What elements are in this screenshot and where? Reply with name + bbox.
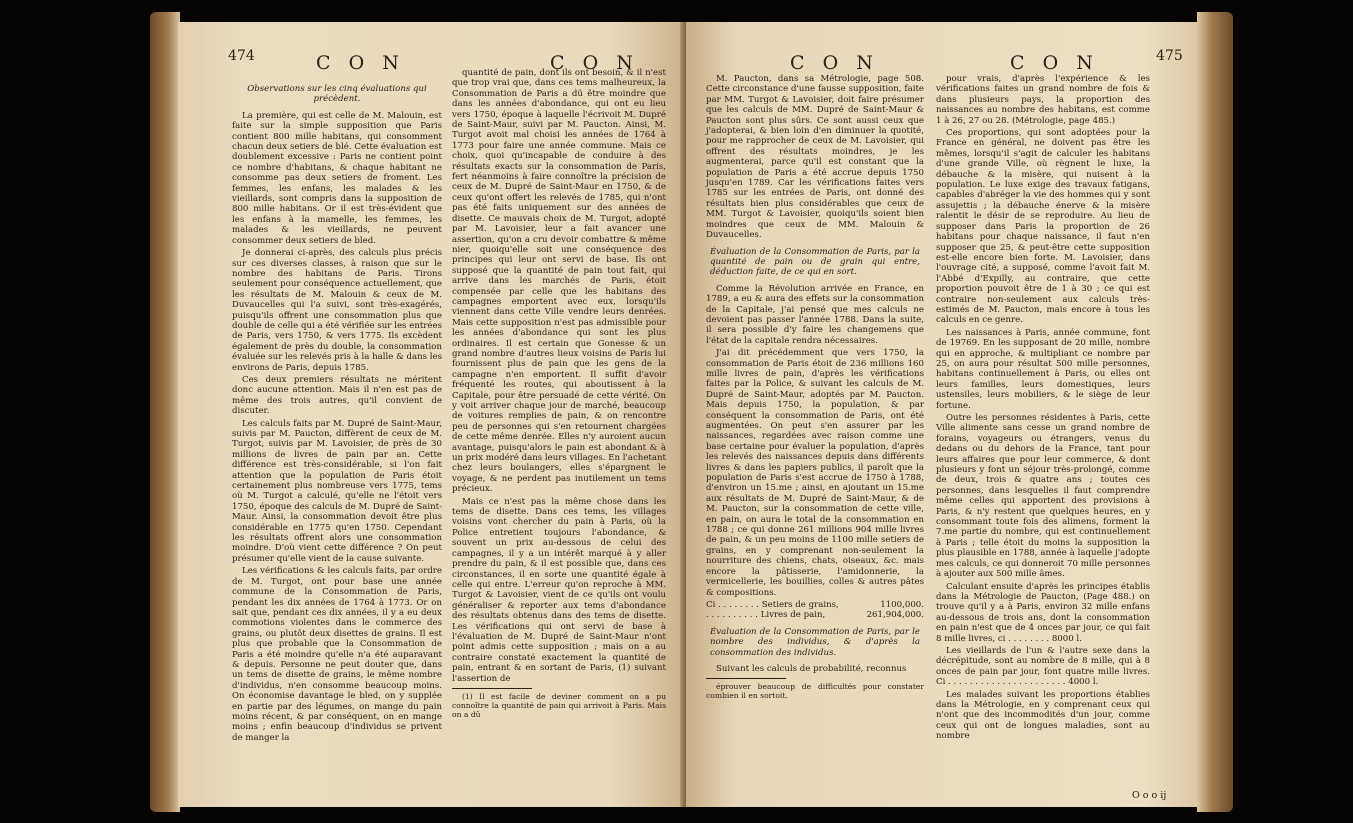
paragraph: quantité de pain, dont ils ont besoin, & il n'est que trop vrai que, dans ces tems malheureux, la Consommation de Paris a dû être moindre que dans les années d'abondance, qui ont eu lieu vers 1750, époque à laquelle l'écrivoit M. Dupré de Saint-Maur, suivi par M. Paucton. Ainsi, M. Turgot avoit mal choisi les années de 1764 à 1773 pour faire une année commune. Mais ce choix, quoi qu'incapable de conduire à des résultats exacts sur la consommation de Paris, fert néanmoins à faire connoître la précision de ceux de M. Dupré de Saint-Maur en 1750, & de ceux qu'ont offert les relevés de 1785, qui n'ont pas été faits uniquement sur des années de disette. Ce mauvais choix de M. Turgot, adopté par M. Lavoisier, leur a fait avancer une assertion, qu'on a cru devoir combattre & même nier, quoiqu'elle soit une conséquence des principes qui leur ont servi de base. Ils ont supposé que la quantité de pain tout fait, qui arrive dans les marchés de Paris, étoit compensée par celle que les habitans des campagnes emportent avec eux, lorsqu'ils viennent dans cette Ville vendre leurs denrées. Mais cette supposition n'est pas admissible pour les années d'abondance qui sont les plus ordinaires. Il est certain que Gonesse & un grand nombre d'autres lieux voisins de Paris lui fournissent plus de pain que les gens de la campagne n'en emportent. Il suffit d'avoir fréquenté les routes, qui aboutissent à la Capitale, pour être persuadé de cette vérité. On y voit arriver chaque jour de marché, beaucoup de voitures remplies de pain, & on rencontre peu de personnes qui s'en retournent chargées de cette même denrée. Elles n'y auroient aucun avantage, puisqu'alors le pain est abondant & à un prix modéré dans leurs villages. En l'achetant chez leurs boulangers, elles s'épargnent le voyage, & ne perdent pas inutilement un tems précieux. <box>452 68 666 495</box>
total-label: . . . . . . . . . . Livres de pain, <box>706 610 826 621</box>
paragraph: La première, qui est celle de M. Malouin, est faite sur la simple supposition que Paris contient 800 mille habitans, qui consomment chacun deux setiers de blé. Cette évaluation est doublement excessive : Paris ne contient point ce nombre d'habitans, & chaque habitant ne consomme pas deux setiers de froment. Les femmes, les enfans, les malades & les vieillards, sont compris dans la supposition de 800 mille habitans. Or il est très-évident que les enfans à la mamelle, les femmes, les malades & les vieillards, ne peuvent consommer deux setiers de bled. <box>232 110 442 246</box>
left-column-1 <box>232 82 442 745</box>
paragraph: Mais ce n'est pas la même chose dans les tems de disette. Dans ces tems, les villages voisins vont chercher du pain à Paris, où la Police entretient toujours l'abondance, & souvent un prix au-dessous de celui des campagnes, il y a un intérêt marqué à y aller prendre du pain, & il est possible que, dans ces circonstances, il en sorte une quantité égale à celle qui entre. L'erreur qu'on reproche à MM. Turgot & Lavoisier, vient de ce qu'ils ont voulu généraliser & reporter aux tems d'abondance des résultats obtenus dans des tems de disette. Les vérifications qui ont servi de base à l'évaluation de M. Dupré de Saint-Maur n'ont point admis cette supposition ; mais on a au contraire constaté exactement la quantité de pain, entrant & en sortant de Paris, (1) suivant l'assertion de <box>452 496 666 684</box>
right-running-head-col2: C O N <box>1010 52 1099 74</box>
left-running-head-col2: C O N <box>550 52 639 74</box>
total-label: Ci . . . . . . . . Setiers de grains, <box>706 599 839 610</box>
book-cover-right <box>1197 12 1233 812</box>
paragraph: Outre les personnes résidentes à Paris, cette Ville alimente sans cesse un grand nombre de forains, voyageurs ou étrangers, venus du dedans ou du dehors de la France, tant pour leurs affaires que pour leur commerce, & dont plusieurs y font un séjour très-prolongé, comme de deux, trois & quatre ans ; toutes ces personnes, dans lesquelles il faut comprendre même celles qui apportent des provisions à Paris, & n'y restent que quelques heures, en y consommant toute fois des alimens, forment la 7.me partie du nombre, qui est continuellement à Paris ; telle étoit du moins la supposition la plus plausible en 1788, année à laquelle j'adopte mes calculs, ce qui donneroit 70 mille personnes à ajouter aux 500 mille âmes. <box>936 413 1150 580</box>
paragraph: Les calculs faits par M. Dupré de Saint-Maur, suivis par M. Paucton, diffèrent de ceux de M. Turgot, suivis par M. Lavoisier, de près de 30 millions de livres de pain par an. Cette différence est très-considérable, si l'on fait attention que la population de Paris étoit certainement plus nombreuse vers 1775, tems où M. Turgot a calculé, qu'elle ne l'étoit vers 1750, époque des calculs de M. Dupré de Saint-Maur. Ainsi, la consommation devoit être plus considérable en 1775 qu'en 1750. Cependant les résultats offrent alors une consommation moindre. D'où vient cette différence ? On peut présumer qu'elle vient de la cause suivante. <box>232 418 442 564</box>
total-row <box>706 600 924 610</box>
section-title: Évaluation de la Consommation de Paris, par la quantité de pain ou de grain qui entre, déduction faite, de ce qui en sort. <box>710 246 920 278</box>
paragraph: Ces deux premiers résultats ne méritent donc aucune attention. Mais il n'en est pas de même des trois autres, qu'il convient de discuter. <box>232 374 442 417</box>
total-value: 261,904,000. <box>866 610 924 621</box>
right-column-2 <box>936 74 1150 744</box>
left-page <box>178 22 686 807</box>
section-title: Évaluation de la Consommation de Paris, par le nombre des individus, & d'après la consommation des individus. <box>710 626 920 658</box>
footnote-rule <box>706 678 786 679</box>
right-page <box>686 22 1197 807</box>
right-page-number: 475 <box>1156 48 1183 64</box>
paragraph: Les naissances à Paris, année commune, font de 19769. En les supposant de 20 mille, nombre qui en approche, & multipliant ce nombre par 25, on aura pour résultat 500 mille personnes, habitans continuellement à Paris, ou elles ont leurs familles, leurs domestiques, leurs ustensiles, leurs mobiliers, & le siège de leur fortune. <box>936 327 1150 411</box>
paragraph: Calculant ensuite d'après les principes établis dans la Métrologie de Paucton, (Page 488.) on trouve qu'il y a à Paris, environ 32 mille enfans au-dessous de trois ans, dont la consommation en pain n'est que de 4 onces par jour, ce qui fait 8 mille livres, ci . . . . . . . . 8000 l. <box>936 581 1150 644</box>
paragraph: pour vrais, d'après l'expérience & les vérifications faites un grand nombre de fois & dans plusieurs pays, la proportion des naissances au nombre des habitans, est comme 1 à 26, 27 ou 28. (Métrologie, page 485.) <box>936 74 1150 126</box>
paragraph: Ces proportions, qui sont adoptées pour la France en général, ne doivent pas être les mêmes, lorsqu'il s'agit de calculer les habitans d'une grande Ville, où règnent le luxe, la débauche & la misère, qui nuisent à la population. Le luxe exige des travaux fatigans, capables d'abréger la vie des hommes qui y sont assujettis ; la débauche énerve & la misère ralentit le désir de se reproduire. Au lieu de supposer dans Paris la proportion de 26 habitans pour chaque naissance, il faut n'en supposer que 25, & peut-être cette supposition est-elle encore bien forte. M. Lavoisier, dans l'ouvrage cité, a supposé, comme l'avoit fait M. l'Abbé d'Expilly, au contraire, que cette proportion pouvoit être de 1 à 30 ; ce qui est contraire non-seulement aux calculs très-estimés de M. Paucton, mais encore à tous les calculs en ce genre. <box>936 128 1150 326</box>
left-column-2 <box>452 68 666 721</box>
paragraph: Je donnerai ci-après, des calculs plus précis sur ces diverses classes, à raison que sur le nombre des habitans de Paris. Tirons seulement pour conséquence actuellement, que les résultats de M. Malouin & ceux de M. Duvaucelles qui l'a suivi, sont très-exagérés, puisqu'ils offrent une consommation plus que double de celle qui a été vérifiée sur les entrées de Paris, vers 1750, & vers 1775. Ils excèdent également de près du double, la consommation évaluée sur les relevés pris à la halle & dans les environs de Paris, depuis 1785. <box>232 248 442 373</box>
total-value: 1100,000. <box>880 599 924 610</box>
total-row <box>706 610 924 620</box>
paragraph: Les malades suivant les proportions établies dans la Métrologie, en y comprenant ceux qui n'ont que des incommodités d'un jour, comme ceux qui ont de longues maladies, sont au nombre <box>936 689 1150 742</box>
footnote-rule <box>452 688 532 689</box>
paragraph: Suivant les calculs de probabilité, reconnus <box>716 663 907 674</box>
right-running-head: C O N <box>790 52 879 74</box>
left-page-number: 474 <box>228 48 255 64</box>
paragraph: M. Paucton, dans sa Métrologie, page 508. Cette circonstance d'une fausse supposition, faite par MM. Turgot & Lavoisier, doit faire présumer que les calculs de MM. Dupré de Saint-Maur & Paucton sont plus sûrs. Ce sont aussi ceux que j'adopterai, & bien loin d'en diminuer la quotité, pour me rapprocher de ceux de M. Lavoisier, qui offrent des résultats moindres, je les augmenterai, parce qu'il est constant que la population de Paris a été accrue depuis 1750 jusqu'en 1789. Car les vérifications faites vers 1785 sur les entrées de Paris, ont donné des résultats bien plus considérables que ceux de MM. Turgot & Lavoisier, quoiqu'ils soient bien moindres que ceux de MM. Malouin & Duvaucelles. <box>706 74 924 241</box>
footnote: éprouver beaucoup de difficultés pour constater combien il en sortoit. <box>706 682 924 701</box>
book-cover-left <box>150 12 180 812</box>
signature-mark: O o o ij <box>1132 790 1167 801</box>
section-title: Observations sur les cinq évaluations qui précèdent. <box>247 84 427 105</box>
left-running-head: C O N <box>316 52 405 74</box>
paragraph: Comme la Révolution arrivée en France, en 1789, a eu & aura des effets sur la consommation de la Capitale, j'ai pensé que mes calculs ne devoient pas passer l'année 1788. Dans la suite, il sera possible d'y faire les changemens que l'état de la capitale rendra nécessaires. <box>706 283 924 346</box>
footnote: (1) Il est facile de deviner comment on a pu connoître la quantité de pain qui arrivoit à Paris. Mais on a dû <box>452 691 666 719</box>
right-column-1 <box>706 74 924 702</box>
paragraph: Les vérifications & les calculs faits, par ordre de M. Turgot, ont pour base une année commune de la Consommation de Paris, pendant les dix années de 1764 à 1773. Or on sait que, pendant ces dix années, il y a eu deux commotions violentes dans le commerce des grains, ou plutôt deux disettes de grains. Il est plus que probable que la Consommation de Paris a été moindre qu'elle n'a été auparavant & depuis. Personne ne peut douter que, dans un tems de disette de grains, le même nombre d'individus, n'en consomme beaucoup moins. On économise davantage le bled, on y supplée en partie par des légumes, on mange du pain moins récent, & par conséquent, on en mange moins ; enfin beaucoup d'individus se privent de manger la <box>232 566 442 743</box>
paragraph: J'ai dit précédemment que vers 1750, la consommation de Paris étoit de 236 millions 160 mille livres de pain, d'après les vérifications faites par la Police, & suivant les calculs de M. Dupré de Saint-Maur, adoptés par M. Paucton. Mais depuis 1750, la population, & par conséquent la consommation de Paris, ont été augmentées. On peut s'en assurer par les naissances, regardées avec raison comme une base certaine pour évaluer la population, d'après les relevés des naissances depuis dans différents livres & dans les papiers publics, il paroît que la population de Paris s'est accrue de 1750 à 1788, d'environ un 15.me ; ainsi, en ajoutant un 15.me aux résultats de M. Dupré de Saint-Maur, & de M. Paucton, sur la consommation de cette ville, en pain, on aura le total de la consommation en 1788 ; ce qui donne 261 millions 904 mille livres de pain, & un peu moins de 1100 mille setiers de grains, en y comprenant non-seulement la nourriture des chiens, chats, oiseaux, &c. mais encore la pâtisserie, l'amidonnerie, la vermicellerie, les bouillies, colles & autres pâtes & compositions. <box>706 348 924 598</box>
paragraph: Les vieillards de l'un & l'autre sexe dans la décrépitude, sont au nombre de 8 mille, qui à 8 onces de pain par jour, font quatre mille livres. Ci . . . . . . . . . . . . . . . . . . . . . . 4000 l. <box>936 645 1150 688</box>
